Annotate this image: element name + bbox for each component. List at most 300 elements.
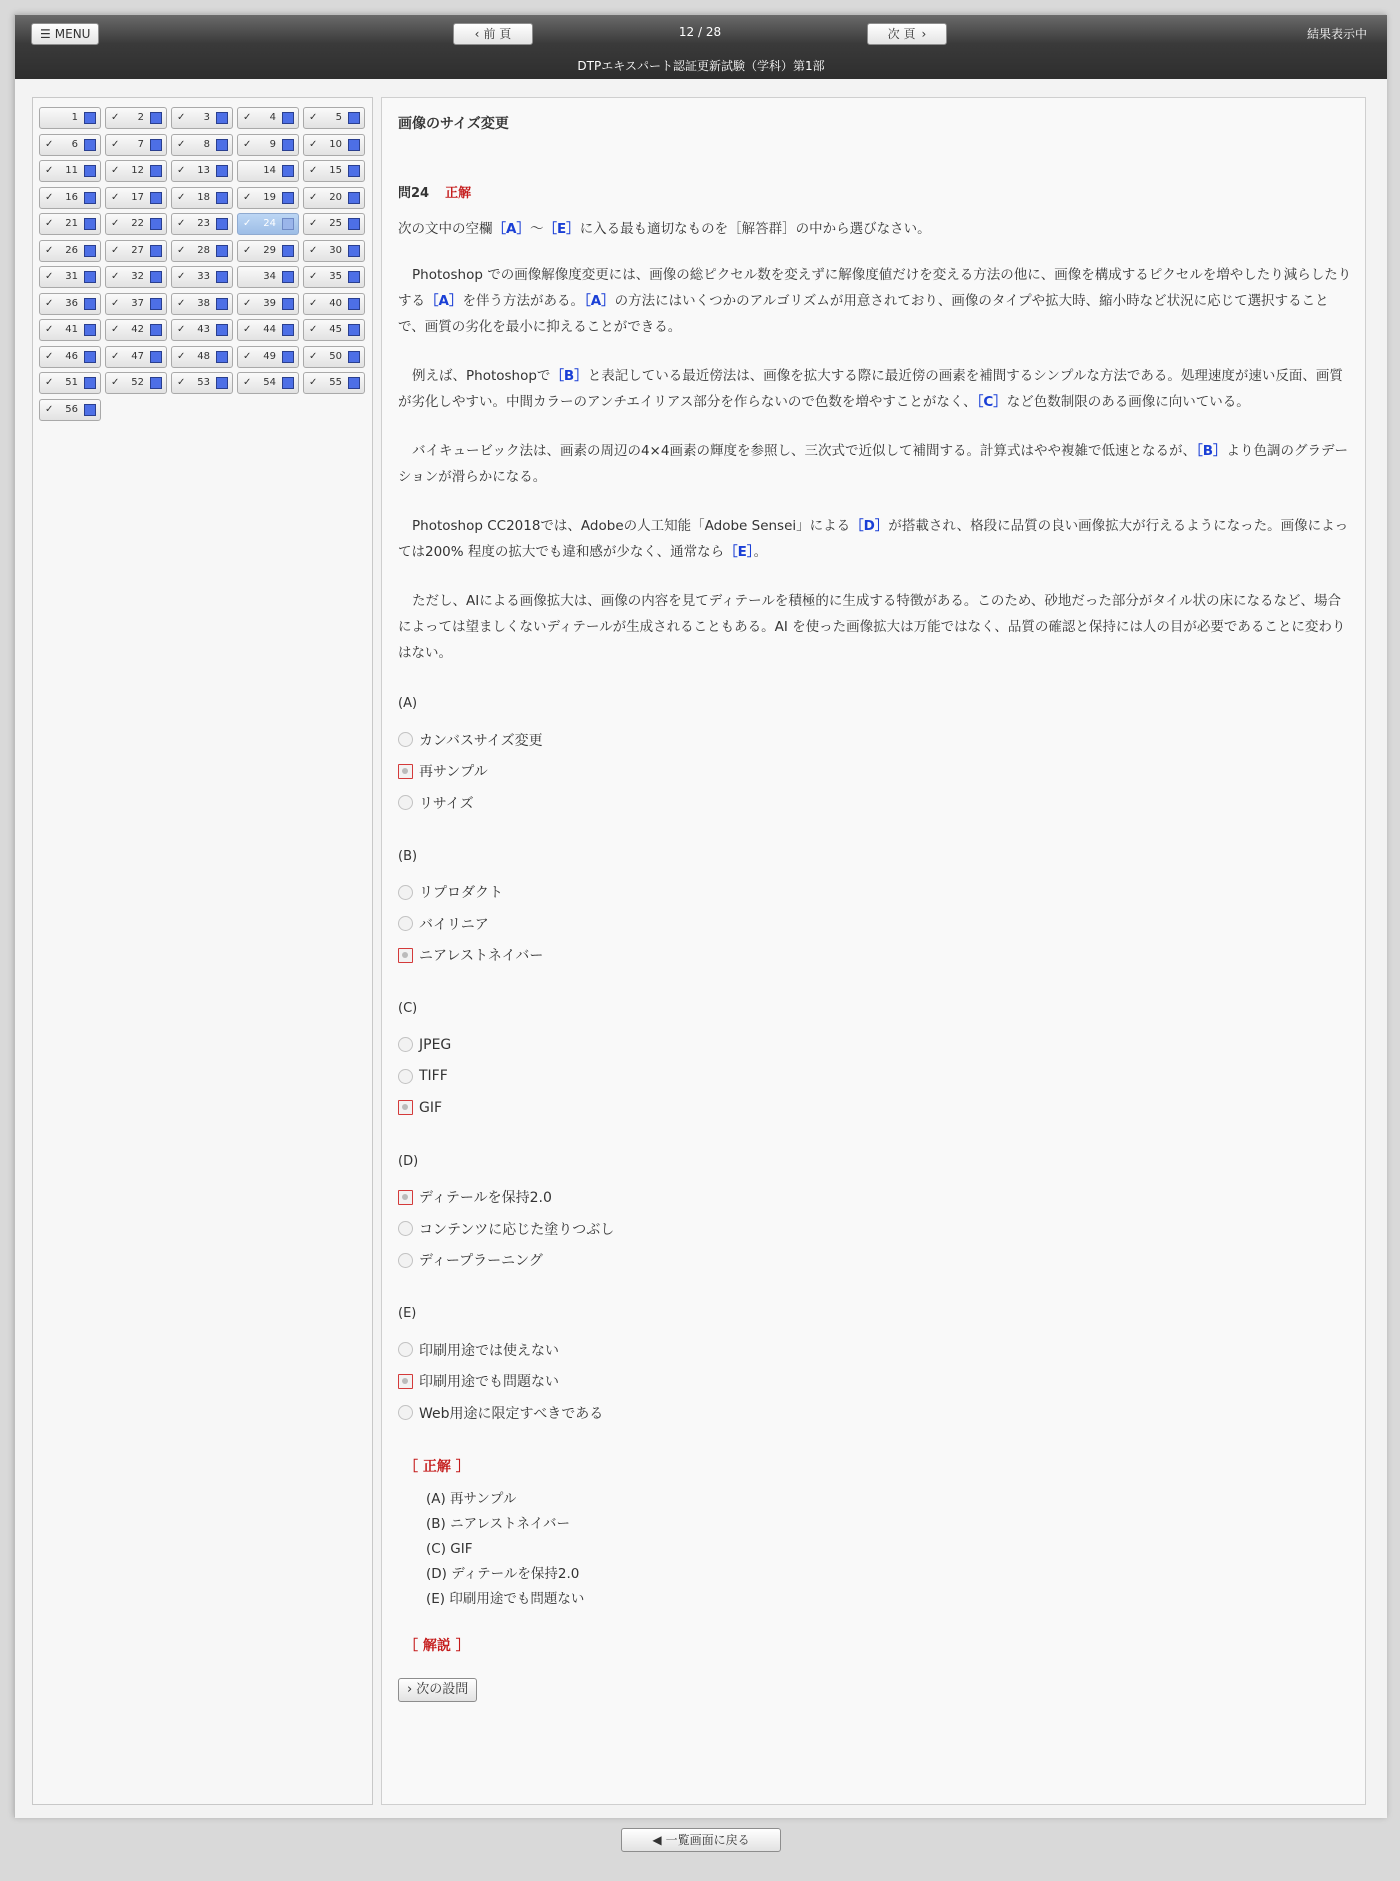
question-nav-button[interactable] <box>105 372 167 394</box>
answered-square-icon <box>216 324 228 336</box>
answered-square-icon <box>150 192 162 204</box>
check-icon: ✓ <box>45 297 54 309</box>
check-icon: ✓ <box>243 297 252 309</box>
question-nav-number: 39 <box>263 297 276 309</box>
question-nav-button[interactable] <box>237 107 299 129</box>
question-nav-button[interactable] <box>171 213 233 235</box>
answered-square-icon <box>282 324 294 336</box>
question-nav-number: 1 <box>71 112 78 123</box>
answered-square-icon <box>150 245 162 257</box>
check-icon: ✓ <box>309 271 318 282</box>
radio-button[interactable] <box>398 1069 413 1084</box>
question-content <box>398 114 1353 1702</box>
menu-button[interactable] <box>31 23 99 45</box>
question-nav-button[interactable] <box>39 213 101 235</box>
instruction-text: 次の文中の空欄 <box>398 221 493 237</box>
question-nav-button[interactable] <box>303 293 365 315</box>
question-nav-button[interactable] <box>237 293 299 315</box>
radio-button[interactable] <box>398 1037 413 1052</box>
answered-square-icon <box>282 192 294 204</box>
answered-square-icon <box>150 324 162 336</box>
question-nav-button[interactable] <box>303 240 365 262</box>
choice-option-label: 印刷用途でも問題ない <box>419 1374 559 1391</box>
question-nav-number: 41 <box>65 324 78 335</box>
question-nav-button[interactable] <box>171 319 233 341</box>
choice-option-label: バイリニア <box>419 916 489 933</box>
answered-square-icon <box>150 271 162 283</box>
question-nav-button[interactable] <box>105 319 167 341</box>
check-icon: ✓ <box>111 244 120 256</box>
question-nav-button[interactable] <box>237 160 299 182</box>
answered-square-icon <box>216 351 228 363</box>
check-icon: ✓ <box>309 218 318 229</box>
check-icon: ✓ <box>243 244 252 256</box>
passage-text: 。 <box>753 544 768 560</box>
check-icon: ✓ <box>243 377 252 388</box>
question-nav-button[interactable] <box>105 240 167 262</box>
result-status: 結果表示中 <box>1306 27 1367 41</box>
question-nav-button[interactable] <box>237 346 299 368</box>
blank-a: ［A］ <box>425 293 463 309</box>
check-icon: ✓ <box>309 138 318 150</box>
check-icon: ✓ <box>309 244 318 256</box>
question-nav-number: 9 <box>269 138 276 150</box>
question-nav-number: 24 <box>263 218 276 229</box>
question-nav-panel <box>32 97 373 1805</box>
question-nav-number: 23 <box>197 218 210 229</box>
choice-option[interactable] <box>398 1366 1353 1398</box>
correct-answer-item: (A) 再サンプル <box>426 1490 517 1507</box>
choice-group-label: (B) <box>398 848 418 864</box>
passage-text: バイキュービック法は、画素の周辺の4×4画素の輝度を参照し、三次式で近似して補間する。計算式はやや複雑で低速となるが、 <box>412 443 1196 459</box>
instruction-text: に入る最も適切なものを［解答群］の中から選びなさい。 <box>579 221 931 237</box>
blank-e: ［E］ <box>543 221 580 237</box>
answered-square-icon <box>216 218 228 230</box>
answered-square-icon <box>150 298 162 310</box>
answered-square-icon <box>348 377 360 389</box>
next-page-button[interactable] <box>867 23 947 45</box>
answered-square-icon <box>150 139 162 151</box>
answered-square-icon <box>84 165 96 177</box>
choice-option-label: コンテンツに応じた塗りつぶし <box>419 1221 615 1238</box>
check-icon: ✓ <box>111 350 120 362</box>
choice-group <box>398 694 1353 819</box>
check-icon: ✓ <box>111 218 120 229</box>
question-nav-number: 51 <box>65 377 78 388</box>
question-nav-button[interactable] <box>171 134 233 156</box>
answered-square-icon <box>282 139 294 151</box>
next-question-button[interactable] <box>398 1678 477 1702</box>
check-icon: ✓ <box>45 377 54 388</box>
answered-square-icon <box>282 112 294 124</box>
question-nav-button[interactable] <box>39 319 101 341</box>
check-icon: ✓ <box>177 271 186 282</box>
choice-option-label: ニアレストネイバー <box>419 948 544 965</box>
question-nav-button[interactable] <box>303 134 365 156</box>
check-icon: ✓ <box>45 350 54 362</box>
choice-option-label: JPEG <box>419 1036 452 1053</box>
answered-square-icon <box>282 377 294 389</box>
question-nav-button[interactable] <box>39 293 101 315</box>
answered-square-icon <box>216 139 228 151</box>
menu-label: MENU <box>54 27 91 41</box>
radio-button[interactable] <box>398 1190 413 1205</box>
question-nav-button[interactable] <box>303 160 365 182</box>
blank-a: ［A］ <box>583 293 615 309</box>
answered-square-icon <box>348 112 360 124</box>
question-nav-button[interactable] <box>303 107 365 129</box>
passage-text: 例えば、Photoshopで <box>412 368 551 384</box>
question-nav-number: 32 <box>131 271 144 282</box>
question-nav-button[interactable] <box>303 213 365 235</box>
app-frame <box>14 14 1386 1847</box>
question-nav-number: 19 <box>263 191 276 203</box>
choice-option[interactable] <box>398 1334 1353 1366</box>
question-nav-button[interactable] <box>39 346 101 368</box>
answered-square-icon <box>150 351 162 363</box>
question-nav-number: 26 <box>65 244 78 256</box>
check-icon: ✓ <box>177 138 186 150</box>
question-nav-button[interactable] <box>303 319 365 341</box>
answered-square-icon <box>216 271 228 283</box>
question-nav-number: 38 <box>197 297 210 309</box>
question-nav-button[interactable] <box>105 213 167 235</box>
check-icon: ✓ <box>177 165 186 176</box>
answered-square-icon <box>84 218 96 230</box>
question-nav-number: 49 <box>263 350 276 362</box>
check-icon: ✓ <box>111 297 120 309</box>
check-icon: ✓ <box>111 191 120 203</box>
question-nav-number: 53 <box>197 377 210 388</box>
question-nav-button[interactable] <box>105 293 167 315</box>
blank-a: ［A］ <box>492 221 530 237</box>
correct-answer-item: (D) ディテールを保持2.0 <box>426 1565 580 1582</box>
passage-text: など色数制限のある画像に向いている。 <box>1006 394 1250 410</box>
passage-text: ただし、AIによる画像拡大は、画像の内容を見てディテールを積極的に生成する特徴がある。このため、砂地だった部分がタイル状の床になるなど、場合によっては望ましくないディテールが生成されることもある。AI を使った画像拡大は万能ではなく、品質の確認と保持には人の目が必要であることに変わりはない。 <box>398 593 1346 661</box>
instruction-tilde: 〜 <box>529 221 544 237</box>
question-number: 問24 <box>398 186 430 201</box>
blank-d: ［D］ <box>850 518 889 534</box>
question-nav-button[interactable] <box>105 346 167 368</box>
question-nav-button[interactable] <box>171 240 233 262</box>
question-nav-button[interactable] <box>237 187 299 209</box>
check-icon: ✓ <box>45 218 54 229</box>
question-nav-button[interactable] <box>171 372 233 394</box>
answered-square-icon <box>348 298 360 310</box>
choice-option[interactable] <box>398 756 1353 788</box>
check-icon: ✓ <box>309 165 318 176</box>
question-nav-button[interactable] <box>237 213 299 235</box>
choice-option[interactable] <box>398 1245 1353 1277</box>
question-nav-button[interactable] <box>237 319 299 341</box>
answered-square-icon <box>282 351 294 363</box>
question-nav-number: 40 <box>329 297 342 309</box>
radio-button[interactable] <box>398 732 413 747</box>
choice-option-label: リサイズ <box>419 795 474 812</box>
answered-square-icon <box>84 245 96 257</box>
radio-button[interactable] <box>398 1374 413 1389</box>
question-nav-button[interactable] <box>237 134 299 156</box>
prev-page-button[interactable] <box>453 23 533 45</box>
answered-square-icon <box>282 298 294 310</box>
question-nav-button[interactable] <box>39 187 101 209</box>
choice-option-label: 印刷用途では使えない <box>419 1342 559 1359</box>
check-icon: ✓ <box>45 244 54 256</box>
answered-square-icon <box>84 192 96 204</box>
answered-square-icon <box>216 165 228 177</box>
question-nav-number: 54 <box>263 377 276 388</box>
question-nav-button[interactable] <box>105 160 167 182</box>
question-nav-button[interactable] <box>237 240 299 262</box>
answered-square-icon <box>348 351 360 363</box>
check-icon: ✓ <box>309 112 318 123</box>
check-icon: ✓ <box>111 324 120 335</box>
question-nav-number: 27 <box>131 244 144 256</box>
radio-button[interactable] <box>398 948 413 963</box>
check-icon: ✓ <box>45 271 54 282</box>
answered-square-icon <box>150 377 162 389</box>
chevron-right-icon: › <box>407 1681 413 1697</box>
exam-title: DTPエキスパート認証更新試験（学科）第1部 <box>577 59 825 73</box>
answered-square-icon <box>348 192 360 204</box>
question-nav-grid <box>39 107 369 421</box>
check-icon: ✓ <box>243 324 252 335</box>
question-number-line <box>398 184 1353 204</box>
passage-paragraph-3 <box>398 438 1353 490</box>
back-to-list-label: 一覧画面に戻る <box>665 1833 750 1847</box>
check-icon: ✓ <box>177 112 186 123</box>
chevron-right-icon: › <box>921 27 927 41</box>
check-icon: ✓ <box>243 350 252 362</box>
check-icon: ✓ <box>45 324 54 335</box>
check-icon: ✓ <box>111 112 120 123</box>
question-nav-button[interactable] <box>105 187 167 209</box>
answered-square-icon <box>150 165 162 177</box>
answered-square-icon <box>348 139 360 151</box>
question-nav-number: 37 <box>131 297 144 309</box>
check-icon: ✓ <box>243 112 252 123</box>
choice-group <box>398 847 1353 972</box>
choice-option[interactable] <box>398 1182 1353 1214</box>
check-icon: ✓ <box>309 297 318 309</box>
radio-button[interactable] <box>398 764 413 779</box>
answered-square-icon <box>150 218 162 230</box>
passage-text: の方法にはいくつかのアルゴリズムが用意されており、画像のタイプや拡大時、縮小時など状況に応じて選択することで、画質の劣化を最小に抑えることができる。 <box>398 293 1329 335</box>
question-nav-number: 17 <box>131 191 144 203</box>
question-nav-number: 46 <box>65 350 78 362</box>
answered-square-icon <box>150 112 162 124</box>
question-nav-number: 56 <box>65 403 78 415</box>
correct-answer-list <box>426 1487 1353 1612</box>
question-nav-number: 15 <box>329 165 342 176</box>
question-nav-number: 3 <box>203 112 210 123</box>
choice-option[interactable] <box>398 1061 1353 1093</box>
question-nav-button[interactable] <box>303 187 365 209</box>
radio-button[interactable] <box>398 1342 413 1357</box>
question-nav-button[interactable] <box>39 399 101 421</box>
chevron-left-icon: ‹ <box>474 27 480 41</box>
question-nav-button[interactable] <box>105 107 167 129</box>
choice-group <box>398 999 1353 1124</box>
blank-b: ［B］ <box>550 368 588 384</box>
question-nav-number: 6 <box>71 138 78 150</box>
prev-page-label: 前 頁 <box>483 27 512 41</box>
choice-option[interactable] <box>398 1397 1353 1429</box>
radio-button[interactable] <box>398 795 413 810</box>
check-icon: ✓ <box>309 191 318 203</box>
next-question-label: 次の設問 <box>416 1681 469 1697</box>
check-icon: ✓ <box>111 138 120 150</box>
answered-square-icon <box>282 218 294 230</box>
choice-option[interactable] <box>398 1213 1353 1245</box>
answered-square-icon <box>348 218 360 230</box>
question-nav-number: 25 <box>329 218 342 229</box>
answered-square-icon <box>84 324 96 336</box>
choice-option[interactable] <box>398 1029 1353 1061</box>
answered-square-icon <box>84 271 96 283</box>
passage-text: と表記している最近傍法は、画像を拡大する際に最近傍の画素を補間するシンプルな方法である。処理速度が速い反面、画質が劣化しやすい。中間カラーのアンチエイリアス部分を作らないので色数を増やすことがなく、 <box>398 368 1343 410</box>
choice-option[interactable] <box>398 1092 1353 1124</box>
question-nav-button[interactable] <box>171 266 233 288</box>
header-bar <box>15 15 1387 79</box>
passage-paragraph-4 <box>398 513 1353 565</box>
check-icon: ✓ <box>111 165 120 176</box>
correct-answer-item: (B) ニアレストネイバー <box>426 1515 570 1532</box>
answered-square-icon <box>282 271 294 283</box>
check-icon: ✓ <box>243 138 252 150</box>
answered-square-icon <box>282 165 294 177</box>
question-nav-button[interactable] <box>171 346 233 368</box>
choice-option-label: 再サンプル <box>419 764 488 781</box>
choice-option[interactable] <box>398 908 1353 940</box>
choice-group-label: (E) <box>398 1306 417 1321</box>
check-icon: ✓ <box>243 218 252 229</box>
question-nav-button[interactable] <box>303 372 365 394</box>
passage-text: を伴う方法がある。 <box>462 293 584 309</box>
answered-square-icon <box>282 245 294 257</box>
choice-option[interactable] <box>398 724 1353 756</box>
question-nav-number: 11 <box>65 165 78 176</box>
question-nav-number: 29 <box>263 244 276 256</box>
answer-choice-groups <box>398 694 1353 1429</box>
question-nav-number: 45 <box>329 324 342 335</box>
answered-square-icon <box>348 165 360 177</box>
blank-e: ［E］ <box>724 544 754 560</box>
answered-square-icon <box>216 298 228 310</box>
choice-group-label: (C) <box>398 1001 418 1016</box>
check-icon: ✓ <box>177 244 186 256</box>
question-nav-number: 2 <box>137 112 144 123</box>
check-icon: ✓ <box>309 350 318 362</box>
question-nav-button[interactable] <box>39 160 101 182</box>
passage-text: Photoshop での画像解像度変更には、画像の総ピクセル数を変えずに解像度値だけを変える方法の他に、画像を構成するピクセルを増やしたり減らしたりする <box>398 267 1352 309</box>
radio-button[interactable] <box>398 1100 413 1115</box>
question-nav-button[interactable] <box>237 372 299 394</box>
choice-option-label: TIFF <box>419 1068 448 1085</box>
page-counter: 12 / 28 <box>678 25 722 39</box>
question-nav-button[interactable] <box>171 107 233 129</box>
question-nav-button[interactable] <box>303 346 365 368</box>
question-nav-number: 31 <box>65 271 78 282</box>
question-nav-number: 43 <box>197 324 210 335</box>
check-icon: ✓ <box>45 191 54 203</box>
choice-option[interactable] <box>398 877 1353 909</box>
question-nav-number: 20 <box>329 191 342 203</box>
question-nav-number: 48 <box>197 350 210 362</box>
question-nav-button[interactable] <box>39 134 101 156</box>
question-nav-button[interactable] <box>171 187 233 209</box>
question-nav-button[interactable] <box>237 266 299 288</box>
answered-square-icon <box>84 351 96 363</box>
radio-button[interactable] <box>398 1221 413 1236</box>
explanation-heading: ［ 解説 ］ <box>404 1637 470 1654</box>
question-nav-number: 12 <box>131 165 144 176</box>
radio-button[interactable] <box>398 1253 413 1268</box>
choice-group <box>398 1304 1353 1429</box>
answered-square-icon <box>84 404 96 416</box>
check-icon: ✓ <box>111 377 120 388</box>
check-icon: ✓ <box>177 350 186 362</box>
check-icon: ✓ <box>177 191 186 203</box>
question-nav-number: 52 <box>131 377 144 388</box>
hamburger-icon: ☰ <box>40 27 51 41</box>
question-nav-button[interactable] <box>39 266 101 288</box>
choice-option[interactable] <box>398 940 1353 972</box>
passage-paragraph-1 <box>398 262 1353 340</box>
choice-group-label: (A) <box>398 696 418 711</box>
question-nav-button[interactable] <box>39 107 101 129</box>
radio-button[interactable] <box>398 1405 413 1420</box>
answered-square-icon <box>84 139 96 151</box>
back-to-list-button[interactable] <box>621 1828 781 1852</box>
passage-paragraph-2 <box>398 363 1353 415</box>
question-nav-number: 14 <box>263 165 276 176</box>
answered-square-icon <box>348 271 360 283</box>
radio-button[interactable] <box>398 885 413 900</box>
question-nav-button[interactable] <box>39 372 101 394</box>
question-nav-number: 7 <box>137 138 144 150</box>
check-icon: ✓ <box>111 271 120 282</box>
correct-answer-item: (C) GIF <box>426 1540 473 1557</box>
question-panel <box>381 97 1366 1805</box>
answered-square-icon <box>216 377 228 389</box>
question-nav-button[interactable] <box>171 293 233 315</box>
correct-answer-item: (E) 印刷用途でも問題ない <box>426 1590 585 1607</box>
answered-square-icon <box>216 112 228 124</box>
question-nav-number: 44 <box>263 324 276 335</box>
question-nav-button[interactable] <box>171 160 233 182</box>
passage-text: が搭載され、格段に品質の良い画像拡大が行えるようになった。画像によっては200% 程度の拡大でも違和感が少なく、通常なら <box>398 518 1349 560</box>
question-instruction <box>398 219 1353 239</box>
question-nav-number: 42 <box>131 324 144 335</box>
question-nav-button[interactable] <box>105 266 167 288</box>
correct-answer-heading: ［ 正解 ］ <box>404 1458 470 1475</box>
radio-button[interactable] <box>398 916 413 931</box>
question-nav-number: 4 <box>269 112 276 123</box>
choice-option-label: ディープラーニング <box>419 1253 543 1270</box>
question-nav-button[interactable] <box>303 266 365 288</box>
check-icon: ✓ <box>45 165 54 176</box>
choice-option[interactable] <box>398 787 1353 819</box>
question-nav-number: 8 <box>203 138 210 150</box>
question-heading: 画像のサイズ変更 <box>398 116 509 132</box>
answered-square-icon <box>84 377 96 389</box>
question-nav-number: 22 <box>131 218 144 229</box>
question-nav-button[interactable] <box>39 240 101 262</box>
question-nav-button[interactable] <box>105 134 167 156</box>
question-nav-number: 36 <box>65 297 78 309</box>
question-nav-number: 21 <box>65 218 78 229</box>
